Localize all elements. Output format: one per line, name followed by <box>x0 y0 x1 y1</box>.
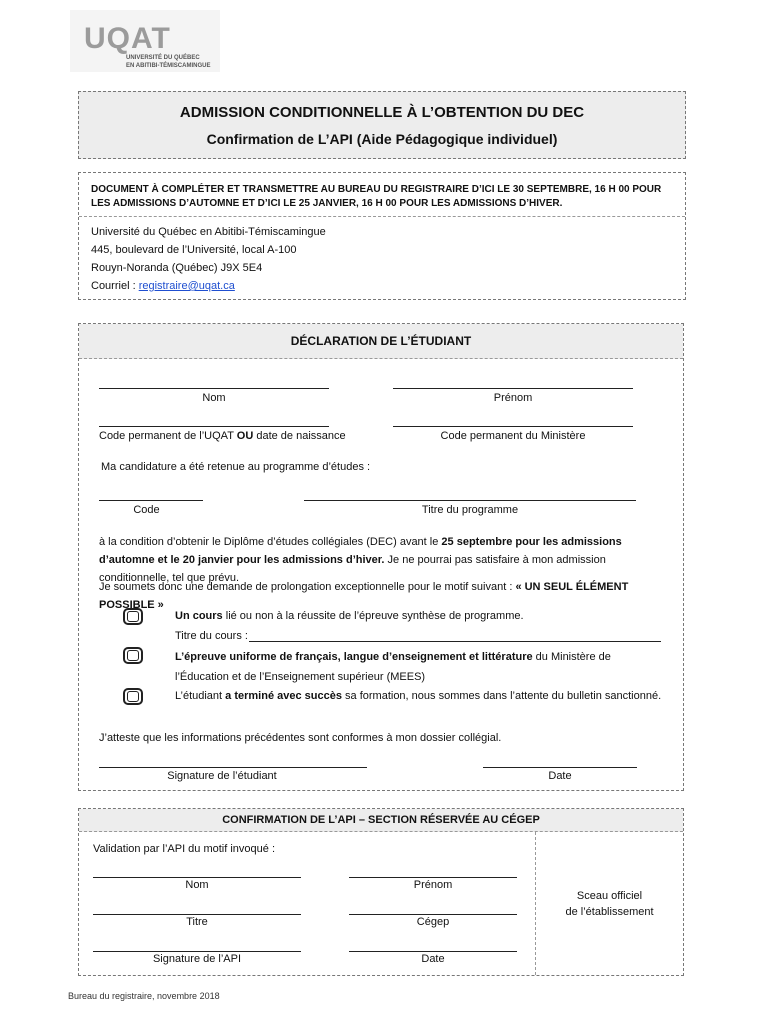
api-date-label: Date <box>421 953 445 965</box>
candidature-text: Ma candidature a été retenue au programme d’études : <box>101 461 371 473</box>
api-signature-label: Signature de l’API <box>152 953 242 965</box>
email-link[interactable]: registraire@uqat.ca <box>138 280 235 292</box>
code-permanent-field[interactable] <box>99 426 329 427</box>
option-cours-text: Un cours lié ou non à la réussite de l’épreuve synthèse de programme. <box>175 610 524 622</box>
option-epreuve-checkbox[interactable] <box>123 647 143 664</box>
titre-cours-field[interactable] <box>249 641 661 642</box>
nom-label: Nom <box>202 392 226 404</box>
signature-etudiant-field[interactable] <box>99 767 367 768</box>
cegep-heading: CONFIRMATION DE L’API – SECTION RÉSERVÉE AU CÉGEP <box>79 809 683 832</box>
code-label: Code <box>133 504 160 516</box>
option-termine-text: L’étudiant a terminé avec succès sa formation, nous sommes dans l’attente du bulletin sanctionné. <box>175 690 662 702</box>
nom-field[interactable] <box>99 388 329 389</box>
api-cegep-field[interactable] <box>349 914 517 915</box>
option-termine-checkbox[interactable] <box>123 688 143 705</box>
titre-programme-label: Titre du programme <box>421 504 519 516</box>
declaration-section <box>78 323 684 791</box>
address-block <box>79 217 685 301</box>
attestation-text: J’atteste que les informations précédentes sont conformes à mon dossier collégial. <box>99 732 502 744</box>
cegep-section <box>78 808 684 976</box>
footer-text: Bureau du registraire, novembre 2018 <box>68 991 220 1001</box>
info-box <box>78 172 686 300</box>
api-prenom-field[interactable] <box>349 877 517 878</box>
title-box <box>78 91 686 159</box>
api-date-field[interactable] <box>349 951 517 952</box>
deadline-notice: DOCUMENT À COMPLÉTER ET TRANSMETTRE AU BUREAU DU REGISTRAIRE D’ICI LE 30 SEPTEMBRE, 16 H 00 POUR LES ADMISSIONS D’AUTOMNE ET D’ICI LE 25 JANVIER, 16 H 00 POUR LES ADMISSIONS D’HIVER. <box>79 173 685 217</box>
address-line: 445, boulevard de l’Université, local A-100 <box>91 244 297 256</box>
api-nom-label: Nom <box>185 879 209 891</box>
prenom-field[interactable] <box>393 388 633 389</box>
code-ministere-field[interactable] <box>393 426 633 427</box>
code-programme-field[interactable] <box>99 500 203 501</box>
option-cours-checkbox[interactable] <box>123 608 143 625</box>
code-ministere-label: Code permanent du Ministère <box>440 430 586 442</box>
page-title: ADMISSION CONDITIONNELLE À L’OBTENTION DU DEC <box>179 104 585 121</box>
api-cegep-label: Cégep <box>416 916 450 928</box>
logo-subtitle: UNIVERSITÉ DU QUÉBEC EN ABITIBI-TÉMISCAMINGUE <box>126 55 211 69</box>
page-subtitle: Confirmation de L’API (Aide Pédagogique individuel) <box>206 131 558 147</box>
date-etudiant-label: Date <box>548 770 572 782</box>
prenom-label: Prénom <box>493 392 533 404</box>
validation-text: Validation par l’API du motif invoqué : <box>93 843 276 855</box>
logo-wordmark: UQAT <box>84 22 171 55</box>
titre-cours-label: Titre du cours : <box>175 630 248 642</box>
api-nom-field[interactable] <box>93 877 301 878</box>
date-etudiant-field[interactable] <box>483 767 637 768</box>
declaration-heading: DÉCLARATION DE L’ÉTUDIANT <box>79 324 683 359</box>
address-line: Université du Québec en Abitibi-Témiscamingue <box>91 226 326 238</box>
api-signature-field[interactable] <box>93 951 301 952</box>
uqat-logo <box>70 10 220 72</box>
address-line: Rouyn-Noranda (Québec) J9X 5E4 <box>91 262 263 274</box>
titre-programme-field[interactable] <box>304 500 636 501</box>
api-prenom-label: Prénom <box>413 879 453 891</box>
option-epreuve-text: L’épreuve uniforme de français, langue d’enseignement et littérature du Ministère de l’Éducation et de l’Enseignement supérieur (MEES) <box>175 651 611 683</box>
signature-etudiant-label: Signature de l’étudiant <box>167 770 277 782</box>
condition-text: à la condition d’obtenir le Diplôme d’études collégiales (DEC) avant le 25 septembre pour les admissions d’automne et le 20 janvier pour les admissions d’hiver. Je ne pourrai pas satisfaire à mon admission conditionnelle, tel que prévu. <box>99 536 622 584</box>
soumets-text: Je soumets donc une demande de prolongation exceptionnelle pour le motif suivant : « UN SEUL ÉLÉMENT POSSIBLE » <box>99 581 629 611</box>
code-permanent-label: Code permanent de l’UQAT OU date de naissance <box>99 430 346 442</box>
api-titre-label: Titre <box>186 916 208 928</box>
api-titre-field[interactable] <box>93 914 301 915</box>
email-line: Courriel : registraire@uqat.ca <box>91 280 235 292</box>
official-seal-area: Sceau officiel de l’établissement <box>535 832 683 975</box>
